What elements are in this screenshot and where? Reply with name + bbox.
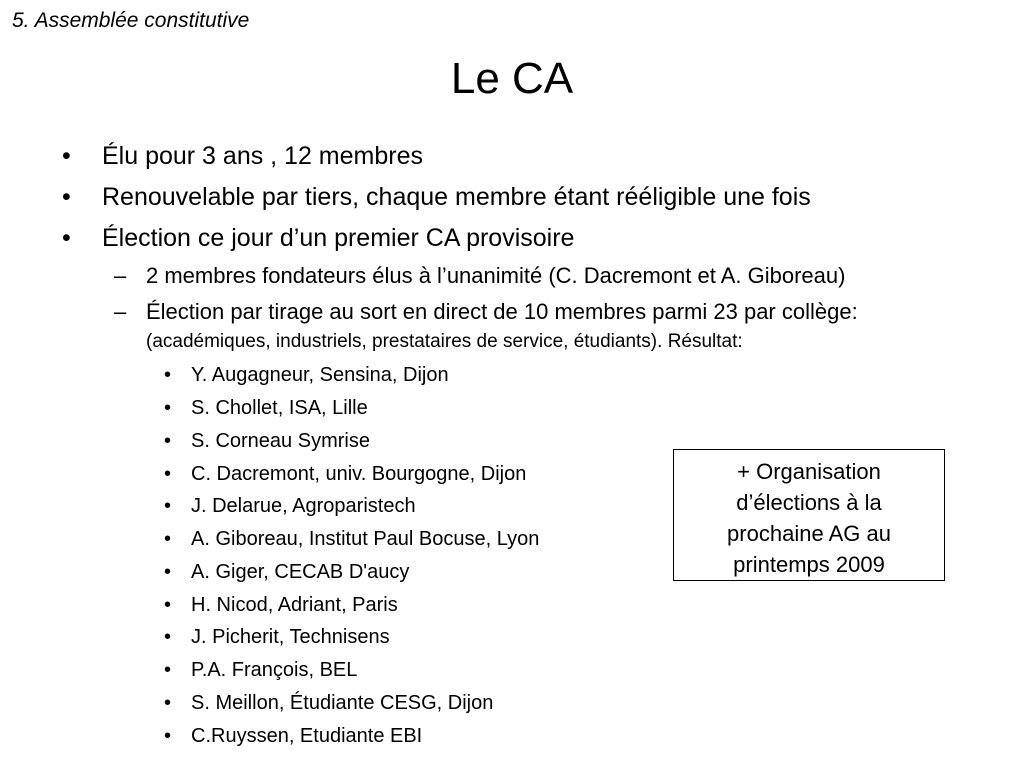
member-marker: • <box>164 659 172 681</box>
bullet-marker: • <box>62 142 71 170</box>
note-line: d’élections à la <box>736 490 882 515</box>
member-marker: • <box>164 594 172 616</box>
member-marker: • <box>164 692 172 714</box>
note-box <box>673 449 945 581</box>
member-marker: • <box>164 626 172 648</box>
member-text: H. Nicod, Adriant, Paris <box>191 594 398 616</box>
member-marker: • <box>164 397 172 419</box>
member-text: J. Picherit, Technisens <box>191 626 390 648</box>
section-label: 5. Assemblée constitutive <box>12 9 250 32</box>
member-text: S. Meillon, Étudiante CESG, Dijon <box>191 692 494 714</box>
member-marker: • <box>164 725 172 747</box>
member-text: P.A. François, BEL <box>191 659 358 681</box>
note-line: prochaine AG au <box>727 521 891 546</box>
member-marker: • <box>164 463 172 485</box>
member-text: C. Dacremont, univ. Bourgogne, Dijon <box>191 463 527 485</box>
bullet-text: Renouvelable par tiers, chaque membre étant rééligible une fois <box>102 183 811 211</box>
note-line: printemps 2009 <box>733 552 885 577</box>
bullet-text: Élu pour 3 ans , 12 membres <box>102 142 423 170</box>
member-text: S. Corneau Symrise <box>191 430 370 452</box>
member-marker: • <box>164 528 172 550</box>
sub-bullet-marker: – <box>114 263 127 288</box>
member-text: J. Delarue, Agroparistech <box>191 495 416 517</box>
bullet-marker: • <box>62 224 71 252</box>
member-marker: • <box>164 495 172 517</box>
member-text: S. Chollet, ISA, Lille <box>191 397 368 419</box>
bullet-text: Élection ce jour d’un premier CA provisoire <box>102 224 575 252</box>
member-text: A. Giboreau, Institut Paul Bocuse, Lyon <box>191 528 540 550</box>
sub-bullet-text: 2 membres fondateurs élus à l’unanimité (C. Dacremont et A. Giboreau) <box>146 263 846 288</box>
note-line: + Organisation <box>737 459 881 484</box>
member-text: A. Giger, CECAB D'aucy <box>191 561 410 583</box>
slide-title: Le CA <box>450 54 574 103</box>
member-marker: • <box>164 364 172 386</box>
member-text: C.Ruyssen, Etudiante EBI <box>191 725 423 747</box>
sub-bullet-marker: – <box>114 299 127 324</box>
member-text: Y. Augagneur, Sensina, Dijon <box>191 364 449 386</box>
sub-bullet-text: Élection par tirage au sort en direct de 10 membres parmi 23 par collège: <box>146 299 858 324</box>
member-marker: • <box>164 430 172 452</box>
sub-bullet-continuation: (académiques, industriels, prestataires de service, étudiants). Résultat: <box>146 331 743 352</box>
bullet-marker: • <box>62 183 71 211</box>
member-marker: • <box>164 561 172 583</box>
